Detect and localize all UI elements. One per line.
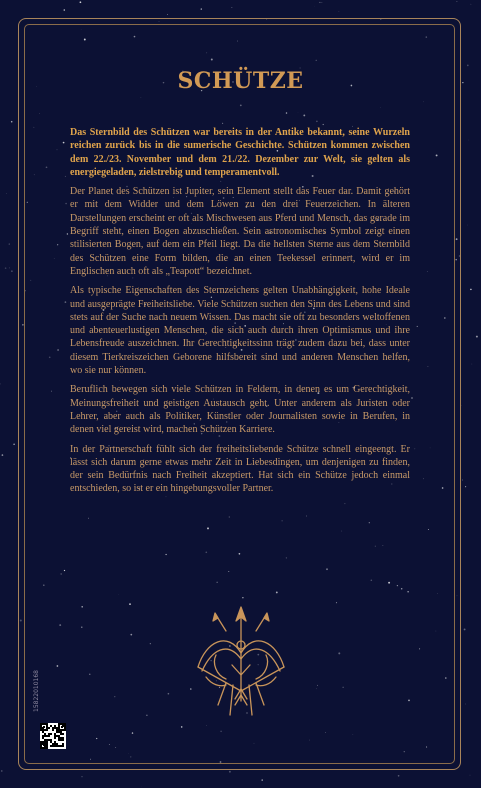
intro-paragraph: Das Sternbild des Schützen war bereits in der Antike bekannt, seine Wurzeln reichen zurück bis in die sumerische Geschichte. Schützen kommen zwischen dem 22./23. November und dem 21./22. Dezember zur Welt, sie gelten als energiegeladen, zielstrebig und temperamentvoll. xyxy=(70,127,410,178)
star xyxy=(339,11,340,12)
star xyxy=(465,704,466,705)
star xyxy=(11,270,12,271)
star xyxy=(229,771,231,773)
paragraph-traits: Als typische Eigenschaften des Sternzeichens gelten Unabhängigkeit, hohe Ideale und ausgeprägte Freiheitsliebe. Viele Schützen suchen den Sinn des Lebens und sind stets auf der Suche nach neuem Wissen. Das macht sie oft zu besonders weltoffenen und abenteuerlustigen Menschen, die sich auch durch ihren Optimismus und ihre Lebensfreude auszeichnen. Ihr Gerechtigkeitssinn trägt zudem dazu bei, dass unter diesem Tierkreiszeichen Geborene hilfsbereit sind und anderen Menschen helfen, wo sie nur können. xyxy=(70,285,410,377)
star xyxy=(11,121,13,123)
star xyxy=(470,289,472,291)
star xyxy=(476,336,478,338)
star xyxy=(319,2,320,3)
star xyxy=(0,383,1,384)
star xyxy=(9,268,10,269)
star xyxy=(13,443,15,445)
star xyxy=(261,779,262,780)
star xyxy=(2,454,4,456)
star xyxy=(322,2,323,3)
star xyxy=(1,770,2,771)
star xyxy=(471,4,472,5)
sagittarius-bow-arrow-icon xyxy=(186,605,296,720)
star xyxy=(167,14,168,15)
qr-code xyxy=(40,723,66,749)
star xyxy=(467,225,468,226)
paragraph-planet: Der Planet des Schützen ist Jupiter, sein Element stellt das Feuer dar. Damit gehört er mit dem Widder und dem Löwen zu den drei Feuerzeichen. In älteren Darstellungen erscheint er oft als Mischwesen aus Pferd und Mensch, das gerade im Begriff steht, einen Bogen abzuschießen. Sein astronomisches Symbol zeigt einen stilisierten Bogen, auf dem ein Pfeil liegt. Da die hellsten Sterne aus dem Sternbild des Schützen eine Form bilden, die an einen Teekessel erinnert, wird er im Englischen auch oft als „Teapott“ bezeichnet. xyxy=(70,186,410,277)
star xyxy=(464,628,466,630)
text-body xyxy=(70,126,410,502)
paragraph-partnership: In der Partnerschaft fühlt sich der freiheitsliebende Schütze schnell eingeengt. Er lässt sich darum gerne etwas mehr Zeit in Liebesdingen, um denjenigen zu finden, der sein Bedürfnis nach Freiheit akzeptiert. Hat sich ein Schütze jedoch einmal entschieden, so ist er ein hingebungsvoller Partner. xyxy=(70,443,410,495)
star xyxy=(201,8,202,9)
isbn-number: 15822010168 xyxy=(33,670,40,712)
star xyxy=(81,776,82,777)
star xyxy=(470,775,471,776)
star xyxy=(9,243,10,244)
star xyxy=(467,65,469,67)
page-title: SCHÜTZE xyxy=(177,68,304,94)
star xyxy=(398,775,400,777)
star xyxy=(456,1,457,2)
star xyxy=(6,193,7,194)
star xyxy=(5,267,7,269)
star xyxy=(80,1,82,3)
paragraph-career: Beruflich bewegen sich viele Schützen in Feldern, in denen es um Gerechtigkeit, Meinungsfreiheit und geistigen Austausch geht. Unter anderem als Juristen oder Lehrer, aber auch als Politiker, Künstler oder Journalisten sowie in Berufen, in denen viel gereist wird, machen Schützen Karriere. xyxy=(70,384,410,436)
star xyxy=(469,140,470,141)
star xyxy=(465,486,466,487)
star xyxy=(232,7,233,8)
star xyxy=(64,9,66,11)
star xyxy=(462,480,463,481)
